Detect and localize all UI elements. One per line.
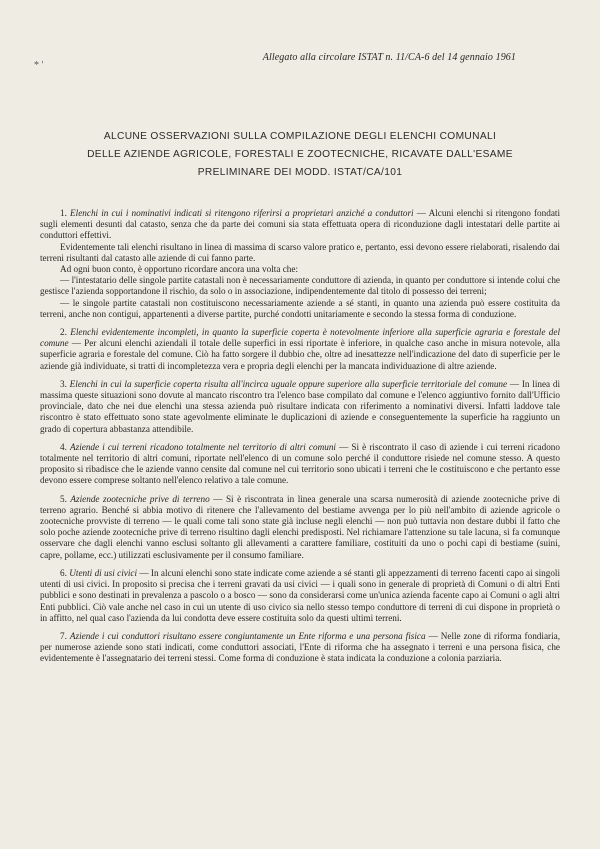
section-heading: Aziende i cui terreni ricadono totalmente nel territorio di altri comuni bbox=[70, 441, 336, 452]
circular-reference: Allegato alla circolare ISTAT n. 11/CA-6 del 14 gennaio 1961 bbox=[262, 52, 516, 63]
section-number: 6. bbox=[60, 567, 67, 578]
section-text: — Alcuni elenchi si ritengono fondati sugli elementi desunti dal catasto, senza che da parte dei comuni sia stata effettuata opera di riconduzione dagli intestatari delle partite ai conduttori effettivi. bbox=[40, 208, 561, 241]
section-text: — Nelle zone di riforma fondiaria, per numerose aziende sono stati indicati, come conduttori associati, l'Ente di riforma che ha assegnato i terreni e una persona fisica, che evidentemente è l'assegnatario dei terreni stessi. Come forma di conduzione è stata indicata la conduzione a colonia parziaria. bbox=[40, 630, 561, 664]
list-item: — le singole partite catastali non costituiscono necessariamente aziende a sé stanti, in quanto una azienda può essere costituita da terreni, anche non contigui, appartenenti a diverse partite, purché condotti unitariamente e secondo la stessa forma di conduzione. bbox=[40, 297, 560, 319]
corner-mark: * ' bbox=[34, 60, 44, 71]
section-heading: Aziende zootecniche prive di terreno bbox=[70, 493, 210, 504]
section-number: 7. bbox=[60, 630, 67, 641]
section-heading: Elenchi evidentemente incompleti, in quanto la superficie coperta è notevolmente inferiore alla superficie agraria e forestale del comune bbox=[40, 327, 561, 349]
section-number: 4. bbox=[60, 441, 67, 452]
section-7 bbox=[40, 631, 560, 665]
section-number: 2. bbox=[60, 327, 67, 338]
section-text: — Si è riscontrata in linea generale una scarsa numerosità di aziende zootecniche prive di terreno agrario. Benché si abbia motivo di ritenere che l'allevamento del bestiame avvenga per lo più nell'ambito di aziende agricole o zootecniche provviste di terreno — le quali come tali sono state già incluse negli elenchi — non può tuttavia non destare dubbi il fatto che solo poche aziende zootecniche prive di terreno risultino dagli elenchi predisposti. Nel richiamare l'attenzione su tale lacuna, si fa comunque osservare che dagli elenchi vanno esclusi soltanto gli allevamenti a carattere familiare, costituiti da uno o pochi capi di bestiame (suini, capre, pollame, ecc.) utilizzati esclusivamente per il consumo familiare. bbox=[40, 493, 561, 560]
section-number: 5. bbox=[60, 493, 67, 504]
document-title bbox=[60, 128, 540, 182]
section-text: — Si è riscontrato il caso di aziende i cui terreni ricadono totalmente nel territorio di altri comuni, riportate nell'elenco di un comune solo perché il conduttore risiede nel comune stesso. A questo proposito si ribadisce che le aziende vanno censite dal comune nel cui territorio sono ubicati i terreni che le costituiscono e che pertanto esse devono essere comprese soltanto nell'elenco relativo a tale comune. bbox=[40, 441, 560, 486]
section-3 bbox=[40, 379, 560, 435]
section-heading: Elenchi in cui la superficie coperta risulta all'incirca uguale oppure superiore alla superficie territoriale del comune bbox=[69, 378, 508, 389]
paragraph: Evidentemente tali elenchi risultano in linea di massima di scarso valore pratico e, pertanto, essi devono essere rielaborati, risalendo dai terreni risultanti dal catasto alle aziende di cui fanno parte. bbox=[40, 241, 560, 263]
section-number: 1. bbox=[60, 208, 67, 218]
title-line-2: DELLE AZIENDE AGRICOLE, FORESTALI E ZOOTECNICHE, RICAVATE DALL'ESAME bbox=[87, 149, 513, 160]
section-5 bbox=[40, 494, 560, 561]
section-2 bbox=[40, 327, 560, 372]
section-text: — In linea di massima queste situazioni sono dovute al mancato riscontro tra l'elenco base compilato dal comune e l'elenco aggiuntivo fornito dall'Ufficio provinciale, dato che nei due elenchi una stessa azienda può risultare indicata con riferimento a nominativi diversi. Infatti laddove tale riscontro è stato effettuato sono state agevolmente eliminate le duplicazioni di aziende e conseguentemente la superficie ha raggiunto un grado di copertura abbastanza attendibile. bbox=[40, 378, 561, 434]
document-body bbox=[40, 208, 560, 665]
section-text: — Per alcuni elenchi aziendali il totale delle superfici in essi riportate è inferiore, in qualche caso anche in misura notevole, alla superficie agraria e forestale del comune. Ciò ha fatto sorgere il dubbio che, oltre ad inesattezze nell'indicazione del dato di superficie per le aziende già individuate, si tratti di incompletezza vera e propria degli elenchi per la mancata individuazione di altre aziende. bbox=[40, 338, 561, 371]
list-item: — l'intestatario delle singole partite catastali non è necessariamente conduttore di azienda, in quanto per conduttore si intende colui che gestisce l'azienda sopportandone il rischio, da solo o in associazione, indipendentemente dal titolo di possesso dei terreni; bbox=[40, 275, 560, 297]
section-4 bbox=[40, 442, 560, 487]
title-line-3: PRELIMINARE DEI MODD. ISTAT/CA/101 bbox=[197, 167, 403, 178]
paragraph: Ad ogni buon conto, è opportuno ricordare ancora una volta che: bbox=[60, 264, 299, 275]
section-number: 3. bbox=[60, 378, 67, 389]
section-1 bbox=[40, 208, 560, 242]
section-heading: Aziende i cui conduttori risultano essere congiuntamente un Ente riforma e una persona fisica bbox=[69, 630, 426, 641]
section-6 bbox=[40, 568, 560, 624]
section-heading: Elenchi in cui i nominativi indicati si ritengono riferirsi a proprietari anziché a conduttori bbox=[70, 208, 414, 218]
title-line-1: ALCUNE OSSERVAZIONI SULLA COMPILAZIONE DEGLI ELENCHI COMUNALI bbox=[103, 131, 497, 142]
section-heading: Utenti di usi civici bbox=[69, 567, 138, 578]
section-text: — In alcuni elenchi sono state indicate come aziende a sé stanti gli appezzamenti di terreno facenti capo ai singoli utenti di usi civici. In proposito si precisa che i terreni gravati da usi civici — i quali sono in generale di proprietà di Comuni o di altri Enti pubblici e sono destinati in prevalenza a pascolo o a bosco — sono da considerarsi come un'unica azienda facente capo ai Comuni o agli altri Enti pubblici. Ciò vale anche nel caso in cui un utente di uso civico sia nello stesso tempo conduttore di terreni di cui dispone in proprietà o in affitto, nel qual caso l'azienda da lui condotta deve essere costituita solo da questi ultimi terreni. bbox=[40, 567, 561, 623]
